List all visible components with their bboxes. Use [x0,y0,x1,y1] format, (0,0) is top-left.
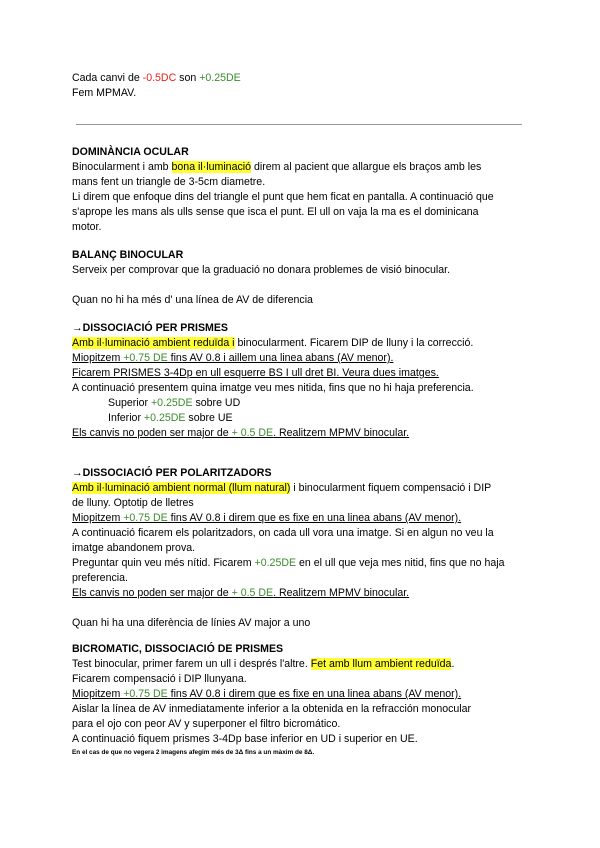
green-value: +0.75 DE [123,688,168,700]
paragraph-line [72,657,532,672]
paragraph-line: Quan no hi ha més d' una línea de AV de diferencia [72,294,313,306]
text: Miopitzem [72,352,124,364]
paragraph-line [72,556,532,571]
text: direm al pacient que allargue els braços amb les [251,161,482,173]
paragraph-line: Ficarem PRISMES 3-4Dp en ull esquerre BS I ull dret BI. Veura dues imatges. [72,367,439,379]
highlighted-text: Amb il·luminació ambient reduïda i [72,337,235,349]
section-title: →DISSOCIACIÓ PER PRISMES [72,322,228,334]
intro-block [72,71,532,101]
paragraph-line: imatge abandonem prova. [72,542,196,554]
paragraph-line: Ficarem compensació i DIP llunyana. [72,673,247,685]
paragraph-line: En el cas de que no vegera 2 imagens afegim més de 3Δ fins a un màxim de 8Δ. [72,749,315,756]
paragraph-line: s'aprope les mans als ulls sense que isca el punt. El ull on vaja la ma es el dominicana [72,206,479,218]
section-balanc [72,248,532,308]
paragraph-line [72,160,532,175]
section-title: →DISSOCIACIÓ PER POLARITZADORS [72,467,272,479]
paragraph-line [72,351,532,366]
text: Els canvis no poden ser major de [72,587,232,599]
paragraph-line: Serveix per comprovar que la graduació no donara problemes de visió binocular. [72,264,451,276]
text: binocularment. Ficarem DIP de lluny i la correcció. [234,337,474,349]
section-dominancia [72,145,532,235]
text: Miopitzem [72,512,124,524]
section-title: BALANÇ BINOCULAR [72,249,184,261]
paragraph-line: preferencia. [72,572,128,584]
text: fins AV 0.8 i direm que es fixe en una linea abans (AV menor). [167,512,462,524]
paragraph-line [72,411,532,426]
section-title: DOMINÀNCIA OCULAR [72,146,189,158]
section-title: BICROMATIC, DISSOCIACIÓ DE PRISMES [72,643,284,655]
paragraph-line: para el ojo con peor AV y superponer el filtro bicromático. [72,718,341,730]
paragraph-line: motor. [72,221,102,233]
horizontal-divider [76,124,522,125]
highlighted-text: Amb il·luminació ambient normal (llum natural) [72,482,291,494]
paragraph-line: Li direm que enfoque dins del triangle el punt que hem ficat en pantalla. A continuació que [72,191,494,203]
text: fins AV 0.8 i direm que es fixe en una linea abans (AV menor). [167,688,462,700]
text: sobre UE [185,412,233,424]
green-value: +0.25DE [254,557,297,569]
text: i binocularment fiquem compensació i DIP [290,482,492,494]
paragraph-line: de lluny. Optotip de lletres [72,497,194,509]
highlighted-text: bona il·luminació [171,161,252,173]
intro-line-2: Fem MPMAV. [72,87,137,99]
paragraph-line: Quan hi ha una diferència de línies AV major a uno [72,617,311,629]
paragraph-line [72,511,532,526]
text: Superior [108,397,151,409]
green-value: + 0.5 DE [231,427,274,439]
text: . [451,658,455,670]
green-value: +0.75 DE [123,512,168,524]
section-bicromatic [72,642,532,758]
intro-text: Cada canvi de [72,72,143,84]
paragraph-line: A continuació fiquem prismes 3-4Dp base inferior en UD i superior en UE. [72,733,418,745]
green-value: + 0.5 DE [231,587,274,599]
green-value: +0.25DE [143,412,186,424]
text: Inferior [108,412,144,424]
intro-line-1 [72,71,532,86]
text: Miopitzem [72,688,124,700]
text: fins AV 0.8 i aillem una linea abans (AV menor). [167,352,394,364]
paragraph-line [72,586,532,601]
text: en el ull que veja mes nitid, fins que no haja [296,557,505,569]
text: sobre UD [192,397,241,409]
green-value: +0.25DE [151,397,193,409]
intro-text: son [176,72,200,84]
text: Test binocular, primer farem un ull i després l'altre. [72,658,311,670]
paragraph-line [72,336,532,351]
text: . Realitzem MPMV binocular. [273,427,410,439]
paragraph-line: A continuació presentem quina imatge veu mes nitida, fins que no hi haja preferencia. [72,382,474,394]
section-polaritzadors [72,466,532,631]
highlighted-text: Fet amb llum ambient reduïda [310,658,452,670]
paragraph-line: A continuació ficarem els polaritzadors, on cada ull vora una imatge. Si en algun no veu la [72,527,494,539]
paragraph-line: mans fent un triangle de 3-5cm diametre. [72,176,266,188]
paragraph-line [72,396,532,411]
intro-green-value: +0.25DE [199,72,241,84]
text: . Realitzem MPMV binocular. [273,587,410,599]
text: Binocularment i amb [72,161,172,173]
paragraph-line [72,481,532,496]
paragraph-line: Aislar la línea de AV inmediatamente inferior a la obtenida en la refracción monocular [72,703,472,715]
text: Preguntar quin veu més nítid. Ficarem [72,557,255,569]
section-prismes [72,321,532,441]
green-value: +0.75 DE [123,352,168,364]
text: Els canvis no poden ser major de [72,427,232,439]
paragraph-line [72,687,532,702]
intro-red-value: -0.5DC [142,72,177,84]
paragraph-line [72,426,532,441]
